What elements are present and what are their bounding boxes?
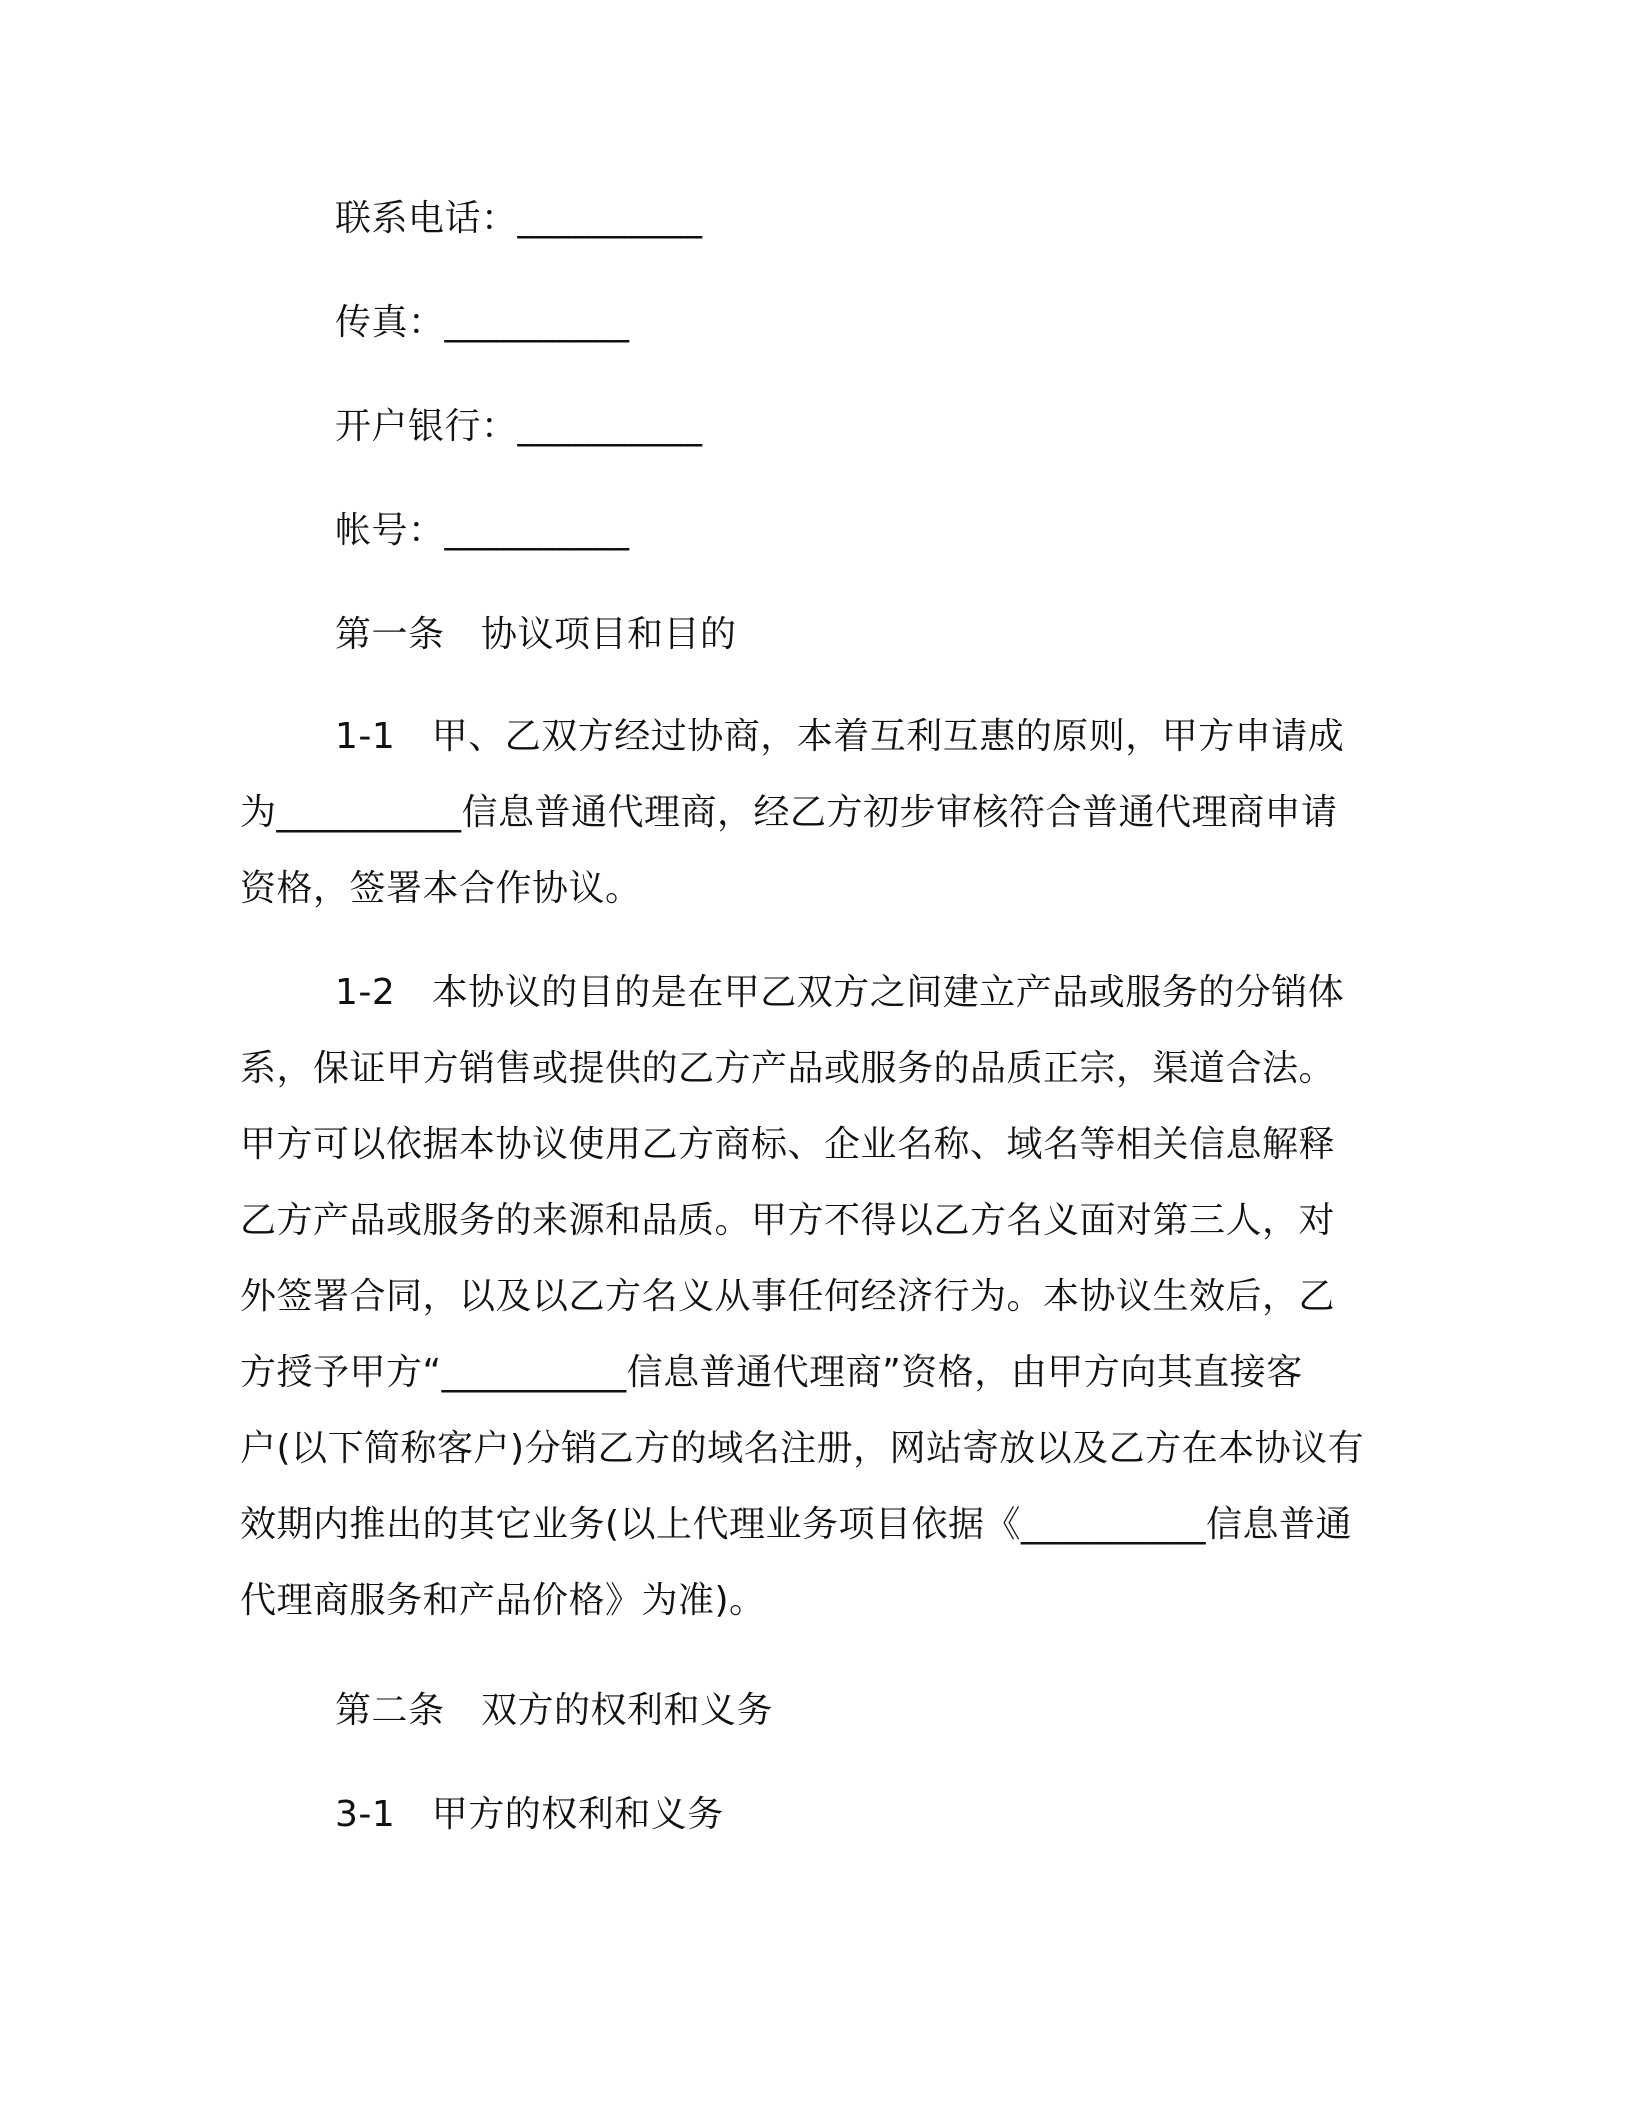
paragraph-line: 代理商服务和产品价格》为准)。 [240, 1580, 766, 1621]
contact-fax: 传真：__________ [335, 302, 630, 343]
paragraph-line: 外签署合同，以及以乙方名义从事任何经济行为。本协议生效后，乙 [240, 1276, 1336, 1317]
paragraph-line: 户(以下简称客户)分销乙方的域名注册，网站寄放以及乙方在本协议有 [240, 1428, 1365, 1469]
article-2-subtitle: 3-1 甲方的权利和义务 [335, 1794, 724, 1835]
paragraph-line: 为__________信息普通代理商，经乙方初步审核符合普通代理商申请 [240, 792, 1338, 833]
article-1-title: 第一条 协议项目和目的 [335, 614, 737, 655]
article-2-title: 第二条 双方的权利和义务 [335, 1690, 774, 1731]
paragraph-line: 乙方产品或服务的来源和品质。甲方不得以乙方名义面对第三人，对 [240, 1200, 1336, 1241]
contact-bank: 开户银行：__________ [335, 406, 703, 447]
contact-phone: 联系电话：__________ [335, 198, 703, 239]
contact-account: 帐号：__________ [335, 510, 630, 551]
paragraph-line: 1-1 甲、乙双方经过协商，本着互利互惠的原则，甲方申请成 [335, 716, 1345, 757]
paragraph-line: 甲方可以依据本协议使用乙方商标、企业名称、域名等相关信息解释 [240, 1124, 1336, 1165]
paragraph-line: 系，保证甲方销售或提供的乙方产品或服务的品质正宗，渠道合法。 [240, 1048, 1336, 1089]
paragraph-line: 效期内推出的其它业务(以上代理业务项目依据《__________信息普通 [240, 1504, 1353, 1545]
paragraph-line: 资格，签署本合作协议。 [240, 868, 642, 909]
article-1-paragraph-1 [240, 699, 1390, 927]
paragraph-line: 1-2 本协议的目的是在甲乙双方之间建立产品或服务的分销体 [335, 972, 1345, 1013]
paragraph-line: 方授予甲方“__________信息普通代理商”资格，由甲方向其直接客 [240, 1352, 1303, 1393]
article-1-paragraph-2 [240, 955, 1390, 1639]
